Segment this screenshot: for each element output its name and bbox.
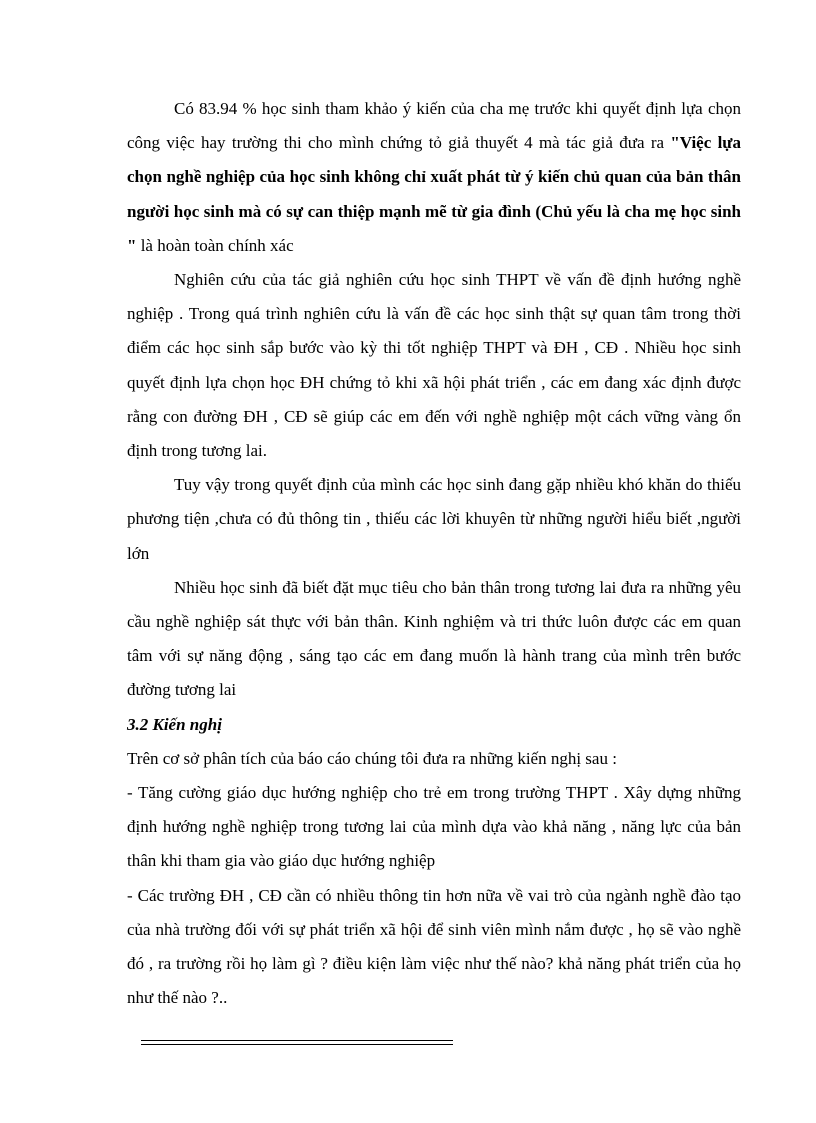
- footnote-divider: [141, 1040, 453, 1045]
- recommendation-item: - Các trường ĐH , CĐ cần có nhiều thông tin hơn nữa về vai trò của ngành nghề đào tạo của nhà trường đối với sự phát triển xã hội để sinh viên mình nắm được , họ sẽ vào nghề đó , ra trường rồi họ làm gì ? điều kiện làm việc như thế nào? khả năng phát triển của họ như thế nào ?..: [127, 885, 741, 1008]
- recommendation-item: - Tăng cường giáo dục hướng nghiệp cho trẻ em trong trường THPT . Xây dựng những định hướng nghề nghiệp trong tương lai của mình dựa vào khả năng , năng lực của bản thân khi tham gia vào giáo dục hướng nghiệp: [127, 783, 741, 871]
- section-intro: Trên cơ sở phân tích của báo cáo chúng tôi đưa ra những kiến nghị sau :: [127, 748, 617, 768]
- paragraph-goals: Nhiều học sinh đã biết đặt mục tiêu cho bản thân trong tương lai đưa ra những yêu cầu nghề nghiệp sát thực với bản thân. Kinh nghiệm và tri thức luôn được các em quan tâm với sự năng động , sáng tạo các em đang muốn là hành trang của mình trên bước đường tương lai: [127, 577, 741, 700]
- paragraph-hypothesis-lead: Có 83.94 % học sinh tham khảo ý kiến của cha mẹ trước khi quyết định lựa chọn công việc hay trường thi cho mình chứng tỏ giả thuyết 4 mà tác giả đưa ra: [127, 99, 741, 153]
- paragraph-difficulties: Tuy vậy trong quyết định của mình các học sinh đang gặp nhiều khó khăn do thiếu phương tiện ,chưa có đủ thông tin , thiếu các lời khuyên từ những người hiểu biết ,người lớn: [127, 475, 741, 563]
- paragraph-hypothesis-tail: là hoàn toàn chính xác: [136, 235, 294, 255]
- document-body: [127, 92, 741, 1015]
- section-heading: 3.2 Kiến nghị: [127, 714, 222, 734]
- paragraph-hypothesis: [127, 92, 741, 263]
- hypothesis-quote: "Việc lựa chọn nghề nghiệp của học sinh không chỉ xuất phát từ ý kiến chủ quan của bản thân người học sinh mà có sự can thiệp mạnh mẽ từ gia đình (Chủ yếu là cha mẹ học sinh ": [127, 133, 741, 255]
- paragraph-research: Nghiên cứu của tác giả nghiên cứu học sinh THPT về vấn đề định hướng nghề nghiệp . Trong quá trình nghiên cứu là vấn đề các học sinh thật sự quan tâm trong thời điểm các học sinh sắp bước vào kỳ thi tốt nghiệp THPT và ĐH , CĐ . Nhiều học sinh quyết định lựa chọn học ĐH chứng tỏ khi xã hội phát triển , các em đang xác định được rằng con đường ĐH , CĐ sẽ giúp các em đến với nghề nghiệp một cách vững vàng ổn định trong tương lai.: [127, 270, 741, 461]
